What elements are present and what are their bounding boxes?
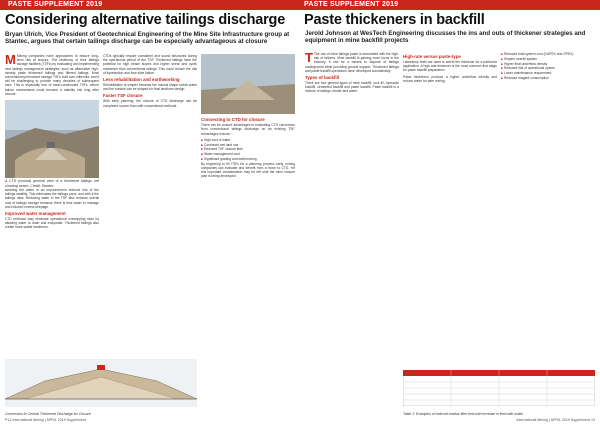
right-byline: Jerold Johnson at WesTech Engineering discusses the ins and outs of thickener strategies and equipment in mine backfill projects <box>305 30 586 45</box>
bullet-item: ■ Water management cost <box>201 152 295 156</box>
left-col-3 <box>201 54 295 181</box>
figure1-caption: A CTD (conical) general view of a thickened tailings cell showing beach. Credit: Stantec <box>5 179 99 188</box>
table-caption: Table 1: Examples of reduced residue filter time with increase in feed with solids <box>403 412 523 416</box>
left-col-2 <box>103 54 197 354</box>
bullet-item: ■ Reduced total system cost (CAPEX and OPEX) <box>501 52 595 56</box>
left-banner-text: PASTE SUPPLEMENT 2019 <box>8 1 103 8</box>
dropcap: M <box>5 54 16 67</box>
right-col-3 <box>501 52 595 81</box>
col2-body2: With early planning, the closure of CTD discharge can be completed sooner than with conventional methods. <box>103 99 197 108</box>
subhead-rehab: Less rehabilitation and earthworking <box>103 77 180 83</box>
dropcap: T <box>305 52 313 65</box>
bullet-item: ■ Continued wet land use <box>201 143 295 147</box>
subhead-connecting: Connecting to CTD for closure <box>201 117 265 123</box>
right-banner-text: PASTE SUPPLEMENT 2019 <box>304 1 399 8</box>
right-page <box>300 0 600 424</box>
figure2 <box>5 359 197 415</box>
right-headline: Paste thickeners in backfill <box>304 12 485 28</box>
figure2-diagram <box>5 359 197 407</box>
right-columns <box>305 52 595 416</box>
right-banner <box>300 0 600 10</box>
table-graphic <box>403 370 595 406</box>
bullet-item: ■ Reduced reagent consumption <box>501 76 595 80</box>
left-columns <box>5 54 295 414</box>
subhead-water: Improved water management <box>5 211 66 217</box>
figure2-caption: Conversion to Central Thickened Discharge for Closure <box>5 412 91 416</box>
bullet-item: ■ Lower maintenance requirement <box>501 71 595 75</box>
col3-body: There can be closure advantages to evaluating CTD conversion from conventional tailings discharge on an existing TSF. Advantages include: <box>201 123 295 136</box>
bullet-item: ■ Simpler overall system <box>501 57 595 61</box>
right-col1-body: T The use of mine tailings paste is associated with the high-risk of failures. Mine backfill is gaining more focus in the industry. It can be a means to dispose of tailings underground while providing ground support. Thickened tailings and paste backfill operations have developed considerably. <box>305 52 399 73</box>
subhead-types: Types of backfill <box>305 75 340 81</box>
right-col2-body: Laboratory tests are used to select the thickener for a particular application. A high-rate thickener is the most common first stage for paste backfill preparation. <box>403 60 497 73</box>
left-footer: P12 International Mining | APRIL 2019 Supplement <box>5 418 86 422</box>
left-byline: Bryan Ulrich, Vice President of Geotechnical Engineering of the Mine Site Infrastructure group at Stantec, argues that certain tailings discharge can be especially advantageous at closure <box>5 31 290 46</box>
col3-body2: By beginning to fill TSFs for a planning process early, mining companies can evaluate and benefit from a move to CTD. Yet this important consideration may be left until the mine closure plan is being developed. <box>201 161 295 179</box>
bullet-item: ■ High cost of water <box>201 138 295 142</box>
bullet-item: ■ Reduced risk of operational upsets <box>501 66 595 70</box>
right-footer: International Mining | APRIL 2019 Supplement 13 <box>516 418 595 422</box>
col2-text: CTDs typically require consistent and sound structures during the operational period of the TSF. Thickened tailings have the potential for high beach slopes and higher shear and cyclic resistance than conventional tailings. This could reduce the risk of liquefaction and flow slide failure. <box>103 54 197 75</box>
right-col-1 <box>305 52 399 96</box>
left-col-1 <box>5 54 99 232</box>
bullet-item: ■ Reduced TSF closure time <box>201 147 295 151</box>
col1-text: avoiding the water in an impoundment reduces risk of the tailings stability. This eliminates the tailings pond, and with it the tailings risks. Reducing water in the TSF also reduces overall cost of tailings storage because there is less water to manage and reduced excess seepage. <box>5 188 99 209</box>
col1-body: CTD methods may eliminate operational overtopping risks by allowing water to drain and evaporate. Thickened tailings also create more stable landforms. <box>5 217 99 230</box>
right-col-2 <box>403 52 497 85</box>
figure-ctd-photo <box>201 54 295 114</box>
col2-body: Rehabilitation is simpler because the conical shape sheds water and the surface can be shaped for final landform design. <box>103 83 197 92</box>
right-col2-body2: Paste thickeners produce a higher underflow density and reduce water for later mixing. <box>403 74 497 83</box>
bullet-item: ■ Higher final underflow density <box>501 62 595 66</box>
right-col1-body2: There are four general types of mine backfill: rock fill, hydraulic backfill, cemented backfill and paste backfill. Paste backfill is a mixture of tailings, binder and water. <box>305 81 399 94</box>
table-block <box>403 370 595 416</box>
intro-para: M Mining companies have approaches to reduce long-term risk at closure. The resiliency of their tailings storage facilities (TSFs) by evaluating and implementing new tailings management strategies, such as alternative high-density paste thickened tailings and filtered tailings. Most conventional permanent storage TSFs built over millennia, and it will be challenging to provide many decades of subsequent care. This is especially true of bank-constructed TSFs, where failure mechanisms could become a stability risk long after closure. <box>5 54 99 96</box>
left-banner <box>0 0 300 10</box>
figure1-image <box>5 100 99 178</box>
subhead-faster-closure: Faster TSF closure <box>103 93 143 99</box>
subhead-highrate: High-rate versus paste-type <box>403 54 461 59</box>
bullet-item: ■ Significant grading and earthmoving <box>201 157 295 161</box>
left-headline: Considering alternative tailings discharge <box>5 12 286 28</box>
